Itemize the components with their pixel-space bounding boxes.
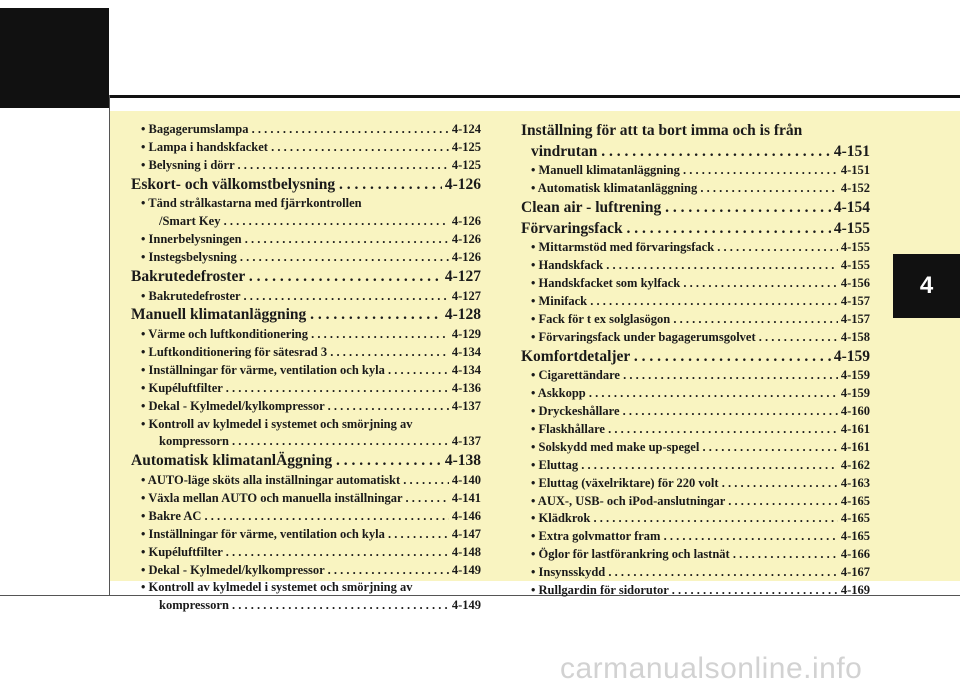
toc-entry-page: 4-157 bbox=[840, 293, 870, 308]
toc-entry-page: 4-169 bbox=[840, 583, 870, 598]
toc-entry[interactable] bbox=[131, 344, 481, 362]
toc-entry[interactable] bbox=[521, 293, 870, 311]
toc-entry[interactable] bbox=[131, 121, 481, 139]
toc-entry-label: • Insynsskydd . . . bbox=[531, 564, 838, 582]
toc-entry[interactable] bbox=[131, 380, 481, 398]
toc-entry-label: • Kontroll av kylmedel i systemet och smörjning av bbox=[141, 580, 413, 595]
toc-entry[interactable] bbox=[521, 528, 870, 546]
toc-entry[interactable] bbox=[521, 582, 870, 600]
toc-entry[interactable] bbox=[521, 403, 870, 421]
toc-entry-page: 4-126 bbox=[444, 175, 481, 193]
toc-entry-page: 4-136 bbox=[451, 380, 481, 395]
toc-section-heading[interactable] bbox=[131, 451, 481, 472]
toc-entry[interactable] bbox=[521, 421, 870, 439]
toc-entry[interactable] bbox=[131, 562, 481, 580]
toc-entry-label: • Kupéluftfilter . . . bbox=[141, 544, 449, 562]
toc-entry[interactable] bbox=[131, 579, 481, 597]
toc-entry-label: • Dekal - Kylmedel/kylkompressor . . . bbox=[141, 398, 449, 416]
toc-entry-label: Clean air - luftrening . . . bbox=[521, 198, 831, 219]
toc-entry-page: 4-147 bbox=[451, 526, 481, 541]
toc-entry-page: 4-134 bbox=[451, 344, 481, 359]
toc-entry-label: • Inställningar för värme, ventilation och kyla . . . bbox=[141, 362, 449, 380]
toc-entry-page: 4-167 bbox=[840, 565, 870, 580]
toc-entry-label: • Kontroll av kylmedel i systemet och smörjning av bbox=[141, 416, 413, 431]
toc-entry-label: • Bagagerumslampa . . . bbox=[141, 121, 449, 139]
toc-entry-label: • Flaskhållare . . . bbox=[531, 421, 838, 439]
toc-entry-page: 4-166 bbox=[840, 547, 870, 562]
toc-entry-page: 4-138 bbox=[444, 452, 481, 470]
toc-right-column bbox=[521, 121, 870, 600]
toc-entry-page: 4-127 bbox=[444, 267, 481, 285]
toc-entry-label: • Växla mellan AUTO och manuella inställningar . . . bbox=[141, 490, 449, 508]
toc-entry-label: Förvaringsfack . . . bbox=[521, 219, 831, 240]
toc-entry-label: • AUX-, USB- och iPod-anslutningar . . . bbox=[531, 493, 838, 511]
toc-entry-label: • Automatisk klimatanläggning . . . bbox=[531, 180, 838, 198]
toc-entry-page: 4-161 bbox=[840, 421, 870, 436]
toc-entry-page: 4-165 bbox=[840, 529, 870, 544]
toc-entry[interactable] bbox=[521, 311, 870, 329]
toc-entry[interactable] bbox=[131, 597, 481, 615]
toc-entry[interactable] bbox=[521, 493, 870, 511]
toc-entry-label: vindrutan . . . bbox=[531, 142, 831, 163]
toc-entry-page: 4-151 bbox=[840, 163, 870, 178]
toc-entry-page: 4-155 bbox=[840, 240, 870, 255]
toc-section-heading[interactable] bbox=[521, 142, 870, 163]
toc-entry-page: 4-126 bbox=[451, 232, 481, 247]
top-rule bbox=[0, 95, 960, 98]
toc-entry-page: 4-163 bbox=[840, 475, 870, 490]
toc-section-heading[interactable] bbox=[131, 175, 481, 196]
toc-entry-page: 4-149 bbox=[451, 598, 481, 613]
toc-entry-label: Inställning för att ta bort imma och is från bbox=[521, 122, 803, 139]
chapter-tab[interactable]: 4 bbox=[893, 254, 960, 318]
toc-entry[interactable] bbox=[521, 275, 870, 293]
toc-entry-label: Manuell klimatanläggning . . . bbox=[131, 305, 442, 326]
toc-entry[interactable] bbox=[131, 213, 481, 231]
toc-entry-page: 4-149 bbox=[451, 562, 481, 577]
toc-entry-label: • Bakre AC . . . bbox=[141, 508, 449, 526]
toc-entry-label: Automatisk klimatanlÄggning . . . bbox=[131, 451, 442, 472]
toc-entry[interactable] bbox=[521, 385, 870, 403]
toc-entry-page: 4-141 bbox=[451, 490, 481, 505]
toc-entry[interactable] bbox=[131, 288, 481, 306]
toc-entry-page: 4-137 bbox=[451, 398, 481, 413]
toc-entry-label: • Dryckeshållare . . . bbox=[531, 403, 838, 421]
toc-entry-label: • Mittarmstöd med förvaringsfack . . . bbox=[531, 239, 838, 257]
toc-entry-label: • Klädkrok . . . bbox=[531, 510, 838, 528]
toc-entry-page: 4-160 bbox=[840, 404, 870, 419]
toc-entry-label: • Solskydd med make up-spegel . . . bbox=[531, 439, 838, 457]
toc-entry[interactable] bbox=[521, 367, 870, 385]
toc-entry-page: 4-155 bbox=[833, 219, 870, 237]
toc-entry-page: 4-159 bbox=[840, 386, 870, 401]
toc-entry-label: • Handskfack . . . bbox=[531, 257, 838, 275]
toc-entry-label: • Innerbelysningen . . . bbox=[141, 231, 449, 249]
toc-entry-label: • Inställningar för värme, ventilation och kyla . . . bbox=[141, 526, 449, 544]
toc-entry[interactable] bbox=[131, 139, 481, 157]
toc-entry-label: • Fack för t ex solglasögon . . . bbox=[531, 311, 838, 329]
toc-entry-label: • Tänd strålkastarna med fjärrkontrollen bbox=[141, 196, 362, 211]
toc-entry[interactable] bbox=[521, 475, 870, 493]
toc-entry-label: • Eluttag (växelriktare) för 220 volt . . . bbox=[531, 475, 838, 493]
toc-entry-page: 4-159 bbox=[840, 368, 870, 383]
toc-entry-page: 4-140 bbox=[451, 472, 481, 487]
toc-entry[interactable] bbox=[131, 508, 481, 526]
toc-entry-page: 4-146 bbox=[451, 508, 481, 523]
toc-entry[interactable] bbox=[131, 526, 481, 544]
toc-entry[interactable] bbox=[131, 416, 481, 434]
toc-entry[interactable] bbox=[131, 433, 481, 451]
toc-entry-label: • Dekal - Kylmedel/kylkompressor . . . bbox=[141, 562, 449, 580]
toc-entry[interactable] bbox=[521, 239, 870, 257]
toc-entry-page: 4-165 bbox=[840, 511, 870, 526]
toc-entry[interactable] bbox=[131, 326, 481, 344]
toc-entry-page: 4-128 bbox=[444, 306, 481, 324]
toc-entry-label: • Bakrutedefroster . . . bbox=[141, 288, 449, 306]
toc-entry-label: Eskort- och välkomstbelysning . . . bbox=[131, 175, 442, 196]
toc-entry-page: 4-134 bbox=[451, 362, 481, 377]
toc-left-column bbox=[131, 121, 481, 615]
toc-entry[interactable] bbox=[521, 546, 870, 564]
toc-entry-page: 4-159 bbox=[833, 347, 870, 365]
toc-entry[interactable] bbox=[131, 195, 481, 213]
toc-entry[interactable] bbox=[131, 472, 481, 490]
toc-entry-label: • Eluttag . . . bbox=[531, 457, 838, 475]
toc-entry-label: • Belysning i dörr . . . bbox=[141, 157, 449, 175]
toc-entry-page: 4-155 bbox=[840, 258, 870, 273]
toc-entry-label: • Rullgardin för sidorutor . . . bbox=[531, 582, 838, 600]
toc-entry-page: 4-165 bbox=[840, 493, 870, 508]
toc-entry-page: 4-151 bbox=[833, 142, 870, 160]
toc-entry-label: • AUTO-läge sköts alla inställningar automatiskt . . . bbox=[141, 472, 449, 490]
toc-section-heading[interactable] bbox=[521, 219, 870, 240]
toc-entry-label: kompressorn . . . bbox=[159, 597, 449, 615]
toc-entry-page: 4-126 bbox=[451, 214, 481, 229]
toc-entry-label: • Lampa i handskfacket . . . bbox=[141, 139, 449, 157]
toc-entry-page: 4-125 bbox=[451, 157, 481, 172]
toc-entry-page: 4-157 bbox=[840, 311, 870, 326]
toc-section-heading[interactable] bbox=[131, 267, 481, 288]
toc-entry[interactable] bbox=[521, 180, 870, 198]
toc-entry[interactable] bbox=[521, 457, 870, 475]
toc-entry[interactable] bbox=[131, 490, 481, 508]
toc-entry-label: • Öglor för lastförankring och lastnät . . . bbox=[531, 546, 838, 564]
toc-entry-label: • Extra golvmattor fram . . . bbox=[531, 528, 838, 546]
toc-entry[interactable] bbox=[521, 510, 870, 528]
toc-entry-label: Bakrutedefroster . . . bbox=[131, 267, 442, 288]
toc-entry-label: • Värme och luftkonditionering . . . bbox=[141, 326, 449, 344]
toc-entry-page: 4-137 bbox=[451, 434, 481, 449]
toc-entry-label: • Kupéluftfilter . . . bbox=[141, 380, 449, 398]
toc-entry[interactable] bbox=[521, 564, 870, 582]
toc-entry-label: • Manuell klimatanläggning . . . bbox=[531, 162, 838, 180]
toc-entry[interactable] bbox=[131, 362, 481, 380]
toc-entry[interactable] bbox=[131, 544, 481, 562]
toc-entry-page: 4-125 bbox=[451, 139, 481, 154]
toc-entry-page: 4-127 bbox=[451, 288, 481, 303]
toc-entry-label: • Förvaringsfack under bagagerumsgolvet . . . bbox=[531, 329, 838, 347]
toc-section-heading[interactable] bbox=[131, 305, 481, 326]
toc-section-heading[interactable] bbox=[521, 121, 870, 142]
toc-entry-page: 4-161 bbox=[840, 439, 870, 454]
toc-entry[interactable] bbox=[131, 231, 481, 249]
toc-entry[interactable] bbox=[521, 329, 870, 347]
toc-entry[interactable] bbox=[521, 439, 870, 457]
toc-entry-label: • Instegsbelysning . . . bbox=[141, 249, 449, 267]
watermark: carmanualsonline.info bbox=[560, 652, 863, 685]
toc-entry[interactable] bbox=[521, 162, 870, 180]
toc-entry-page: 4-124 bbox=[451, 122, 481, 136]
toc-entry-page: 4-162 bbox=[840, 457, 870, 472]
toc-entry-label: • Minifack . . . bbox=[531, 293, 838, 311]
toc-entry-label: /Smart Key . . . bbox=[159, 213, 449, 231]
toc-entry-page: 4-148 bbox=[451, 544, 481, 559]
toc-entry-page: 4-126 bbox=[451, 250, 481, 265]
toc-entry[interactable] bbox=[521, 257, 870, 275]
toc-entry-label: • Luftkonditionering för sätesrad 3 . . . bbox=[141, 344, 449, 362]
toc-entry-label: kompressorn . . . bbox=[159, 433, 449, 451]
toc-entry-page: 4-129 bbox=[451, 327, 481, 342]
toc-entry-label: • Askkopp . . . bbox=[531, 385, 838, 403]
toc-entry[interactable] bbox=[131, 249, 481, 267]
toc-entry-label: • Cigarettändare . . . bbox=[531, 367, 838, 385]
toc-entry-label: • Handskfacket som kylfack . . . bbox=[531, 275, 838, 293]
toc-section-heading[interactable] bbox=[521, 198, 870, 219]
toc-entry[interactable] bbox=[131, 157, 481, 175]
toc-entry[interactable] bbox=[131, 398, 481, 416]
corner-black-tab bbox=[0, 8, 109, 108]
toc-section-heading[interactable] bbox=[521, 347, 870, 368]
toc-entry-page: 4-156 bbox=[840, 276, 870, 290]
toc-entry-page: 4-152 bbox=[840, 181, 870, 196]
toc-entry-page: 4-154 bbox=[833, 199, 870, 216]
toc-entry-page: 4-158 bbox=[840, 329, 870, 344]
toc-entry-label: Komfortdetaljer . . . bbox=[521, 347, 831, 368]
